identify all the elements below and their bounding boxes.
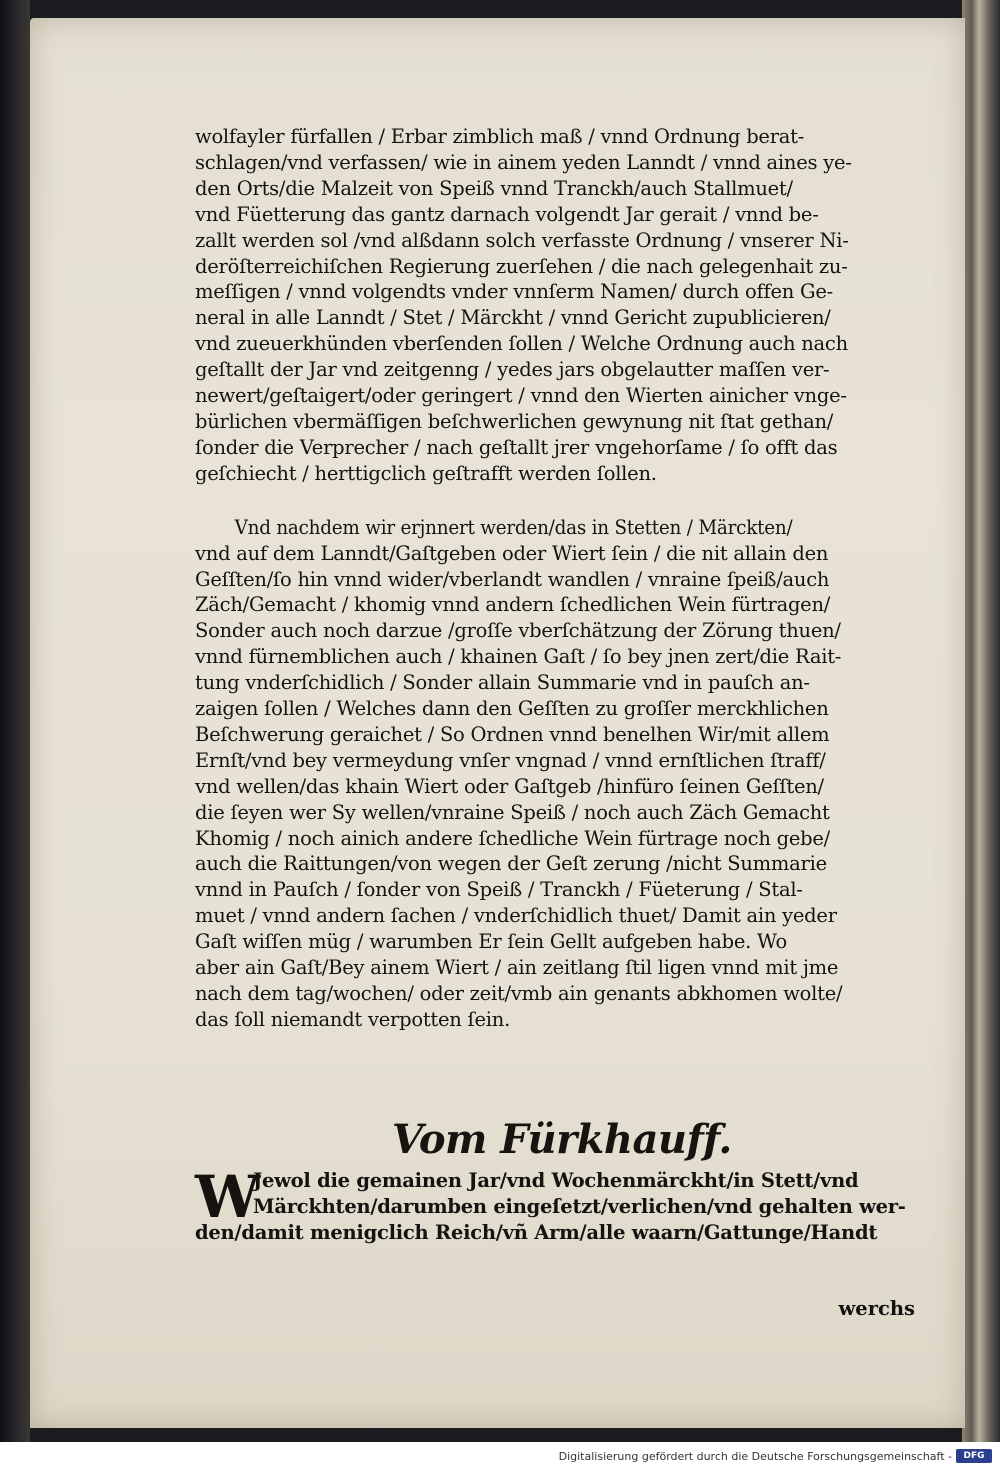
text-line: auch die Raittungen/von wegen der Geſt zerung /nicht Summarie	[195, 852, 827, 876]
text-line: deröſterreichiſchen Regierung zuerſehen / die nach gelegenhait zu-	[195, 254, 848, 278]
text-line: geſchiecht / herttigclich geſtrafft werden ſollen.	[195, 461, 657, 485]
text-line: vnd wellen/das khain Wiert oder Gaſtgeb /hinfüro ſeinen Geſſten/	[195, 774, 824, 798]
text-line: geſtallt der Jar vnd zeitgenng / yedes jars obgelautter maſſen ver-	[195, 358, 830, 382]
text-line: Jewol die gemainen Jar/vnd Wochenmärckht/in Stett/vnd	[253, 1169, 859, 1192]
footer-bar	[0, 1442, 1000, 1469]
text-line: newert/geſtaigert/oder geringert / vnnd den Wierten ainicher vnge-	[195, 384, 847, 408]
text-line: vnd Füetterung das gantz darnach volgendt Jar gerait / vnnd be-	[195, 202, 819, 226]
catchword: werchs	[838, 1297, 915, 1320]
text-line: zaigen ſollen / Welches dann den Geſſten zu groſſer merckhlichen	[195, 697, 829, 721]
text-line: vnd auf dem Lanndt/Gaſtgeben oder Wiert ſein / die nit allain den	[195, 541, 829, 565]
text-line: das ſoll niemandt verpotten ſein.	[195, 1007, 511, 1031]
paragraph-2	[195, 515, 915, 1033]
text-line: meſſigen / vnnd volgendts vnder vnnſerm Namen/ durch offen Ge-	[195, 280, 833, 304]
text-line: schlagen/vnd verfassen/ wie in ainem yeden Lanndt / vnnd aines ye-	[195, 150, 852, 174]
text-line: Märckhten/darumben eingeſetzt/verlichen/vnd gehalten wer-	[253, 1194, 906, 1218]
text-line: Vnd nachdem wir erjnnert werden/das in Stetten / Märckten/	[234, 515, 793, 539]
text-line: Ernſt/vnd bey vermeydung vnſer vngnad / vnnd ernſtlichen ſtraff/	[195, 748, 826, 772]
text-line: Geſſten/ſo hin vnnd wider/vberlandt wandlen / vnraine ſpeiß/auch	[195, 567, 830, 591]
page-edge-stack	[962, 0, 1000, 1442]
section-heading: Vom Fürkhauff.	[392, 1116, 732, 1163]
dfg-logo: DFG	[956, 1449, 992, 1463]
text-line: den/damit menigclich Reich/vñ Arm/alle waarn/Gattunge/Handt	[195, 1220, 878, 1244]
text-line: Zäch/Gemacht / khomig vnnd andern ſchedlichen Wein fürtragen/	[195, 593, 831, 617]
book-binding-edge	[0, 0, 30, 1442]
text-line: Gaſt wiſſen müg / warumben Er ſein Gellt aufgeben habe. Wo	[195, 930, 787, 954]
text-line: Beſchwerung geraichet / So Ordnen vnnd benelhen Wir/mit allem	[195, 722, 830, 746]
text-line: Khomig / noch ainich andere ſchedliche Wein fürtrage noch gebe/	[195, 826, 830, 850]
text-line: neral in alle Lanndt / Stet / Märckht / vnnd Gericht zupublicieren/	[195, 306, 831, 330]
text-line: wolfayler fürfallen / Erbar zimblich maß / vnnd Ordnung berat-	[195, 125, 805, 148]
text-line: vnd zueuerkhünden vberſenden ſollen / Welche Ordnung auch nach	[195, 332, 848, 356]
paragraph-3	[195, 1163, 915, 1320]
paragraph-1	[195, 124, 915, 487]
text-line: zallt werden sol /vnd alßdann solch verfasste Ordnung / vnserer Ni-	[195, 228, 849, 252]
text-line: den Orts/die Malzeit von Speiß vnnd Tranckh/auch Stallmuet/	[195, 176, 793, 200]
text-line: tung vnderſchidlich / Sonder allain Summarie vnd in pauſch an-	[195, 671, 810, 695]
text-line: nach dem tag/wochen/ oder zeit/vmb ain genants abkhomen wolte/	[195, 982, 843, 1005]
drop-initial: W	[195, 1163, 261, 1231]
main-text	[195, 124, 915, 1033]
text-line: bürlichen vbermäſſigen beſchwerlichen gewynung nit ſtat gethan/	[195, 409, 834, 433]
book-page	[30, 18, 965, 1428]
text-line: vnnd in Pauſch / ſonder von Speiß / Tranckh / Füeterung / Stal-	[195, 878, 803, 902]
text-line: aber ain Gaſt/Bey ainem Wiert / ain zeitlang ſtil ligen vnnd mit jme	[195, 956, 839, 980]
text-line: die ſeyen wer Sy wellen/vnraine Speiß / noch auch Zäch Gemacht	[195, 800, 830, 824]
text-line: vnnd fürnemblichen auch / khainen Gaſt / ſo bey jnen zert/die Rait-	[195, 645, 842, 669]
text-line: Sonder auch noch darzue /groſſe vberſchätzung der Zörung thuen/	[195, 619, 841, 643]
text-line: ſonder die Verprecher / nach geſtallt jrer vngehorſame / ſo offt das	[195, 435, 838, 459]
funding-credit: Digitalisierung gefördert durch die Deutsche Forschungsgemeinschaft -	[558, 1450, 952, 1463]
text-line: muet / vnnd andern ſachen / vnderſchidlich thuet/ Damit ain yeder	[195, 904, 837, 928]
